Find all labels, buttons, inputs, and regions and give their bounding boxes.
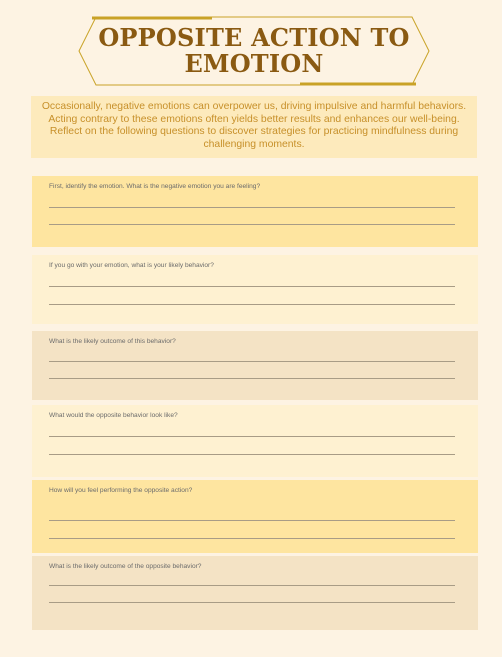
answer-line[interactable] xyxy=(49,286,455,287)
page-title xyxy=(78,25,430,77)
question-label: What would the opposite behavior look like? xyxy=(49,412,178,419)
question-label: If you go with your emotion, what is your likely behavior? xyxy=(49,262,214,269)
question-label: First, identify the emotion. What is the negative emotion you are feeling? xyxy=(49,183,261,190)
title-banner xyxy=(78,16,430,86)
question-panel-1 xyxy=(32,176,478,247)
question-panel-5 xyxy=(32,480,478,553)
answer-line[interactable] xyxy=(49,520,455,521)
answer-line[interactable] xyxy=(49,454,455,455)
answer-line[interactable] xyxy=(49,224,455,225)
answer-line[interactable] xyxy=(49,602,455,603)
question-label: What is the likely outcome of the opposite behavior? xyxy=(49,563,202,570)
answer-line[interactable] xyxy=(49,207,455,208)
question-label: How will you feel performing the opposite action? xyxy=(49,487,193,494)
answer-line[interactable] xyxy=(49,585,455,586)
question-panel-6 xyxy=(32,556,478,630)
question-label: What is the likely outcome of this behavior? xyxy=(49,338,176,345)
answer-line[interactable] xyxy=(49,304,455,305)
intro-text: Occasionally, negative emotions can overpower us, driving impulsive and harmful behaviors. Acting contrary to these emotions often yields better results and enhances our well-being. Reflect on the following questions to discover strategies for practicing mindfulness during challenging moments. xyxy=(41,101,467,150)
question-panel-3 xyxy=(32,331,478,400)
answer-line[interactable] xyxy=(49,361,455,362)
page-title-line-2: EMOTION xyxy=(184,49,324,78)
answer-line[interactable] xyxy=(49,436,455,437)
page-title-line-1: OPPOSITE ACTION TO xyxy=(98,23,410,52)
answer-line[interactable] xyxy=(49,378,455,379)
intro-box xyxy=(31,96,477,158)
question-panel-2 xyxy=(32,255,478,324)
answer-line[interactable] xyxy=(49,538,455,539)
question-panel-4 xyxy=(32,405,478,477)
